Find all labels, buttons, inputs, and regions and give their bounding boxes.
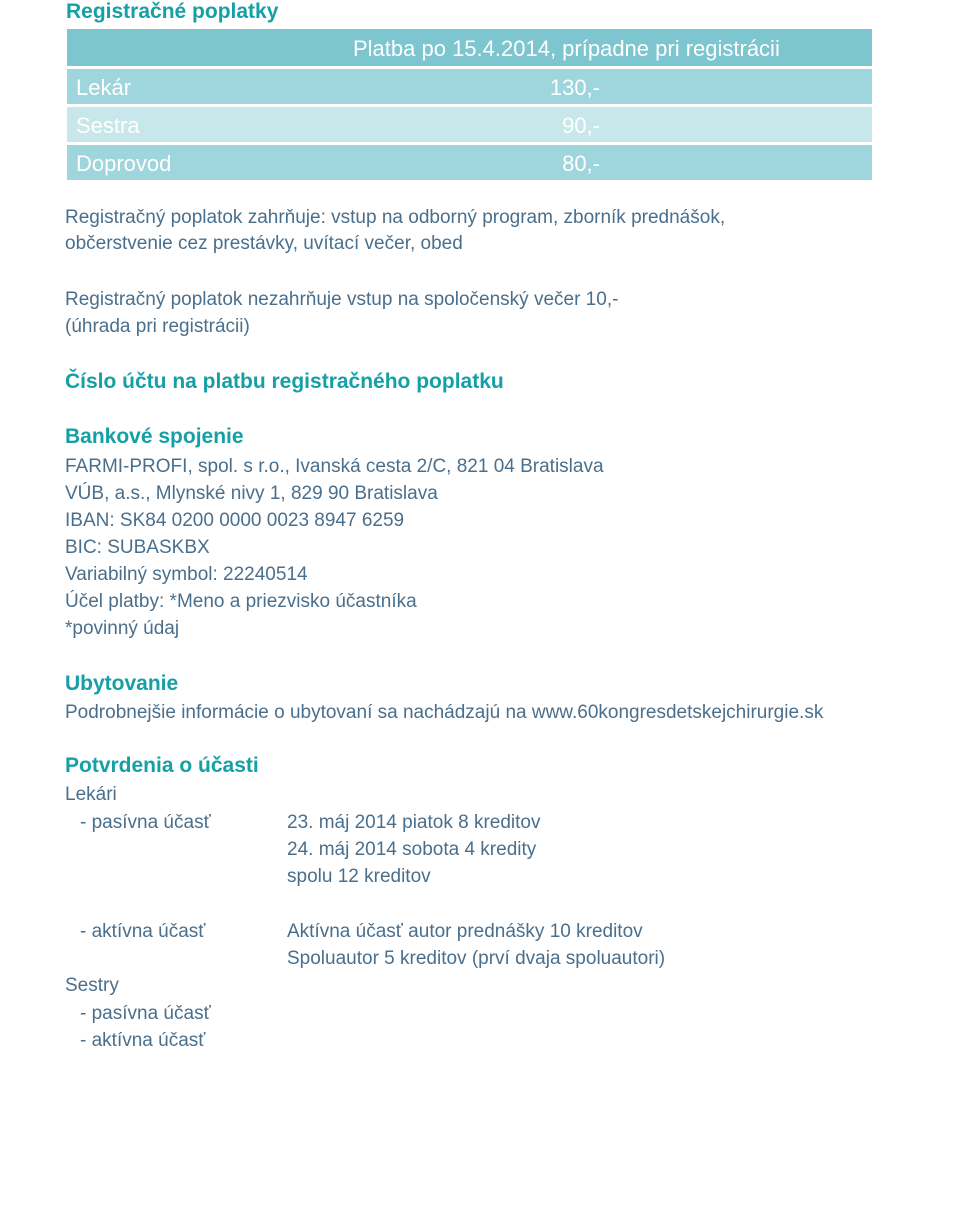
accommodation-heading: Ubytovanie: [65, 672, 179, 695]
fee-label: Sestra: [76, 113, 140, 138]
fee-value: 130,-: [549, 75, 600, 100]
fee-includes-line-2: občerstvenie cez prestávky, uvítací večer, obed: [65, 233, 463, 254]
doctors-passive-line: 24. máj 2014 sobota 4 kredity: [287, 839, 537, 860]
doctors-active-line: Aktívna účasť autor prednášky 10 kreditov: [287, 921, 643, 942]
bank-line: BIC: SUBASKBX: [65, 537, 210, 558]
fee-table: [67, 29, 872, 183]
bank-line: Účel platby: *Meno a priezvisko účastníka: [65, 591, 417, 612]
doctors-active-label: - aktívna účasť: [80, 921, 206, 942]
fee-table-header: [67, 29, 872, 66]
fee-row-doctor: [67, 69, 872, 104]
bank-line: FARMI-PROFI, spol. s r.o., Ivanská cesta 2/C, 821 04 Bratislava: [65, 456, 604, 477]
fee-includes-line-1: Registračný poplatok zahrňuje: vstup na odborný program, zborník prednášok,: [65, 207, 726, 228]
nurses-active-label: - aktívna účasť: [80, 1030, 206, 1051]
fee-row-nurse: [67, 107, 872, 142]
fee-row-companion: [67, 145, 872, 180]
fee-excludes-line-1: Registračný poplatok nezahrňuje vstup na spoločenský večer 10,-: [65, 289, 619, 310]
doctors-passive-label: - pasívna účasť: [80, 812, 211, 833]
nurses-label: Sestry: [65, 975, 119, 996]
bank-heading: Bankové spojenie: [65, 425, 244, 448]
bank-line: *povinný údaj: [65, 618, 180, 639]
doctors-passive-line: spolu 12 kreditov: [287, 866, 431, 887]
accommodation-text: Podrobnejšie informácie o ubytovaní sa nachádzajú na www.60kongresdetskejchirurgie.sk: [65, 702, 824, 723]
fee-value: 90,-: [562, 113, 600, 138]
fee-label: Doprovod: [76, 151, 172, 176]
bank-line: IBAN: SK84 0200 0000 0023 8947 6259: [65, 510, 405, 531]
confirmations-heading: Potvrdenia o účasti: [65, 754, 259, 777]
doctors-passive-line: 23. máj 2014 piatok 8 kreditov: [287, 812, 541, 833]
fee-value: 80,-: [562, 151, 600, 176]
bank-line: VÚB, a.s., Mlynské nivy 1, 829 90 Bratislava: [65, 483, 438, 504]
bank-line: Variabilný symbol: 22240514: [65, 564, 308, 585]
page-title: Registračné poplatky: [66, 0, 279, 23]
fee-excludes-line-2: (úhrada pri registrácii): [65, 316, 250, 337]
fee-label: Lekár: [76, 75, 132, 100]
nurses-passive-label: - pasívna účasť: [80, 1003, 211, 1024]
fee-header-text: Platba po 15.4.2014, prípadne pri registrácii: [353, 36, 780, 61]
doctors-active-line: Spoluautor 5 kreditov (prví dvaja spoluautori): [287, 948, 666, 969]
account-heading: Číslo účtu na platbu registračného poplatku: [65, 370, 504, 393]
doctors-label: Lekári: [65, 784, 117, 805]
